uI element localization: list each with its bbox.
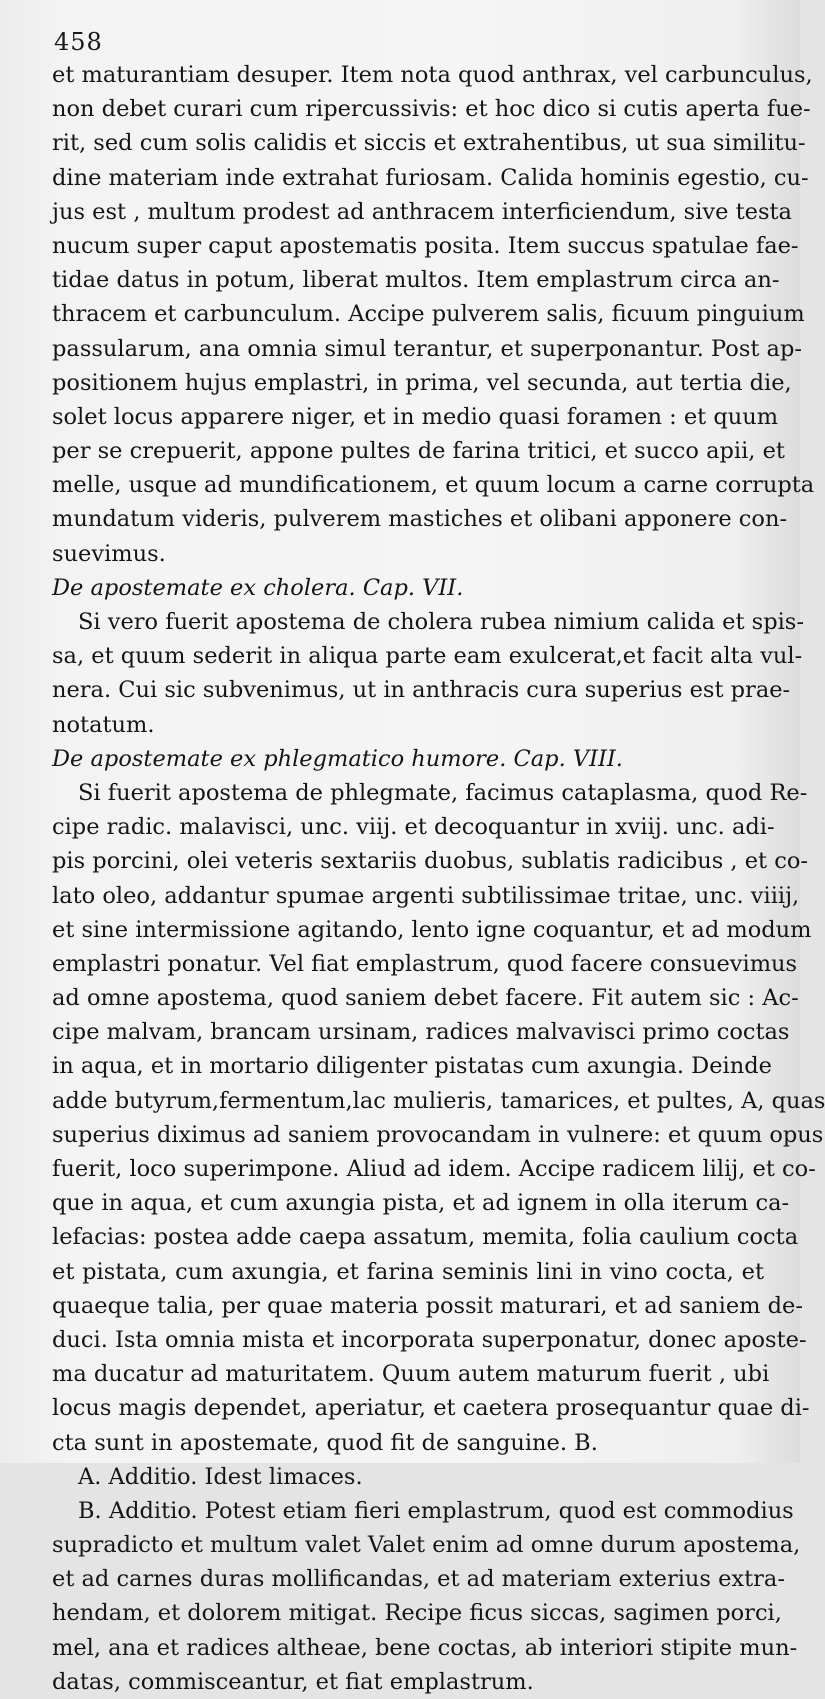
text-line-content: dine materiam inde extrahat furiosam. Calida hominis egestio, cu- — [52, 164, 809, 191]
text-line — [52, 126, 806, 160]
text-line-content: solet locus apparere niger, et in medio quasi foramen : et quum — [52, 403, 779, 430]
text-line-content: tidae datus in potum, liberat multos. Item emplastrum circa an- — [52, 267, 780, 294]
text-line-content: ma ducatur ad maturitatem. Quum autem maturum fuerit , ubi — [52, 1361, 770, 1388]
text-line-content: suevimus. — [52, 540, 166, 567]
text-line — [52, 1049, 772, 1083]
text-line — [52, 981, 799, 1015]
text-line-content: et ad carnes duras mollificandas, et ad materiam exterius extra- — [52, 1566, 785, 1593]
text-line — [52, 776, 808, 810]
text-line-content: que in aqua, et cum axungia pista, et ad ignem in olla iterum ca- — [52, 1190, 790, 1217]
text-line-content: nucum super caput apostematis posita. Item succus spatulae fae- — [52, 232, 799, 259]
text-line — [52, 913, 812, 947]
text-line-content: in aqua, et in mortario diligenter pistatas cum axungia. Deinde — [52, 1053, 772, 1080]
text-line-content: ad omne apostema, quod saniem debet facere. Fit autem sic : Ac- — [52, 985, 799, 1012]
text-line-content: et pistata, cum axungia, et farina seminis lini in vino cocta, et — [52, 1258, 764, 1285]
text-line-content: superius diximus ad saniem provocandam in vulnere: et quum opus — [52, 1121, 824, 1148]
text-line — [52, 502, 788, 536]
text-line — [52, 58, 813, 92]
text-line — [52, 605, 804, 639]
chapter-heading — [52, 571, 764, 605]
text-line — [52, 332, 802, 366]
text-line-content: locus magis dependet, aperiatur, et caetera prosequantur quae di- — [52, 1395, 810, 1422]
text-line-content: emplastri ponatur. Vel fiat emplastrum, quod facere consuevimus — [52, 950, 798, 977]
text-line-content: notatum. — [52, 711, 155, 738]
text-line — [52, 229, 799, 263]
text-line-content: quaeque talia, per quae materia possit maturari, et ad saniem de- — [52, 1292, 803, 1319]
text-line — [52, 195, 792, 229]
text-line — [52, 1152, 816, 1186]
page-text — [52, 58, 825, 1699]
text-line-content: cipe malvam, brancam ursinam, radices malvavisci primo coctas — [52, 1019, 790, 1046]
text-line-content: adde butyrum,fermentum,lac mulieris, tamarices, et pultes, A, quas — [52, 1087, 825, 1114]
text-line-content: passularum, ana omnia simul terantur, et superponantur. Post ap- — [52, 335, 802, 362]
text-line-content: fuerit, loco superimpone. Aliud ad idem. Accipe radicem lilij, et co- — [52, 1156, 816, 1182]
text-line-content: jus est , multum prodest ad anthracem interficiendum, sive testa — [52, 198, 792, 225]
text-line — [52, 1118, 824, 1152]
text-line — [52, 1528, 801, 1562]
text-line-content: Si vero fuerit apostema de cholera rubea nimium calida et spis- — [78, 609, 804, 635]
text-line — [52, 1494, 794, 1528]
text-line — [52, 92, 811, 126]
text-line — [52, 263, 780, 297]
chapter-number: Cap. VII. — [362, 574, 464, 601]
text-line — [52, 1289, 803, 1323]
text-line-content: mel, ana et radices altheae, bene coctas, ab interiori stipite mun- — [52, 1634, 798, 1661]
text-line — [52, 537, 764, 571]
text-line-content: melle, usque ad mundificationem, et quum locum a carne corrupta — [52, 472, 815, 499]
text-line — [52, 879, 800, 913]
text-line — [52, 434, 785, 468]
text-line-content: thracem et carbunculum. Accipe pulverem salis, ficuum pinguium — [52, 301, 805, 328]
text-line — [52, 1562, 785, 1596]
chapter-title: De apostemate ex phlegmatico humore. — [52, 745, 514, 772]
text-line — [52, 366, 792, 400]
text-line-content: rit, sed cum solis calidis et siccis et extrahentibus, ut sua similitu- — [52, 130, 806, 157]
text-line-content: Si fuerit apostema de phlegmate, facimus cataplasma, quod Re- — [78, 779, 808, 806]
text-line-content: non debet curari cum ripercussivis: et hoc dico si cutis aperta fue- — [52, 96, 811, 123]
text-line-content: hendam, et dolorem mitigat. Recipe ficus siccas, sagimen porci, — [52, 1600, 782, 1627]
text-line-content: pis porcini, olei veteris sextariis duobus, sublatis radicibus , et co- — [52, 848, 808, 875]
page-number: 458 — [54, 28, 103, 56]
text-line-content: et sine intermissione agitando, lento igne coquantur, et ad modum — [52, 916, 812, 943]
text-line — [52, 1220, 799, 1254]
text-line-content: positionem hujus emplastri, in prima, vel secunda, aut tertia die, — [52, 369, 792, 396]
text-line — [52, 468, 815, 502]
text-line — [52, 947, 798, 981]
text-line — [52, 1357, 770, 1391]
text-line-content: nera. Cui sic subvenimus, ut in anthracis cura superius est prae- — [52, 677, 791, 704]
text-line-content: A. Additio. Idest limaces. — [78, 1463, 363, 1490]
text-line-content: supradicto et multum valet Valet enim ad omne durum apostema, — [52, 1532, 801, 1559]
text-line — [52, 1460, 764, 1494]
text-line — [52, 400, 779, 434]
text-line — [52, 708, 764, 742]
text-line-content: lefacias: postea adde caepa assatum, memita, folia caulium cocta — [52, 1224, 799, 1251]
text-line-content: per se crepuerit, appone pultes de farina tritici, et succo apii, et — [52, 438, 785, 465]
chapter-heading — [52, 742, 764, 776]
text-line — [52, 1596, 782, 1630]
text-line — [52, 810, 775, 844]
text-line — [52, 1186, 790, 1220]
text-line-content: cta sunt in apostemate, quod fit de sanguine. B. — [52, 1429, 598, 1456]
text-line — [52, 1084, 825, 1118]
chapter-number: Cap. VIII. — [513, 745, 623, 772]
text-line-content: mundatum videris, pulverem mastiches et olibani apponere con- — [52, 506, 788, 533]
text-line — [52, 1015, 790, 1049]
text-line — [52, 1426, 764, 1460]
text-line — [52, 639, 803, 673]
text-line — [52, 673, 791, 707]
text-line — [52, 1665, 764, 1699]
chapter-title: De apostemate ex cholera. — [52, 574, 363, 601]
text-line — [52, 844, 808, 878]
text-line-content: et maturantiam desuper. Item nota quod anthrax, vel carbunculus, — [52, 62, 813, 88]
text-line-content: cipe radic. malavisci, unc. viij. et decoquantur in xviij. unc. adi- — [52, 814, 775, 841]
text-line — [52, 1255, 764, 1289]
text-line-content: B. Additio. Potest etiam fieri emplastrum, quod est commodius — [78, 1497, 794, 1524]
text-line — [52, 161, 809, 195]
text-line-content: lato oleo, addantur spumae argenti subtilissimae tritae, unc. viiij, — [52, 882, 800, 909]
text-line — [52, 1391, 810, 1425]
text-line-content: datas, commisceantur, et fiat emplastrum. — [52, 1668, 534, 1695]
text-line — [52, 1323, 807, 1357]
text-line — [52, 297, 805, 331]
text-line-content: sa, et quum sederit in aliqua parte eam exulcerat,et facit alta vul- — [52, 643, 803, 670]
text-line — [52, 1631, 798, 1665]
text-line-content: duci. Ista omnia mista et incorporata superponatur, donec aposte- — [52, 1326, 807, 1353]
